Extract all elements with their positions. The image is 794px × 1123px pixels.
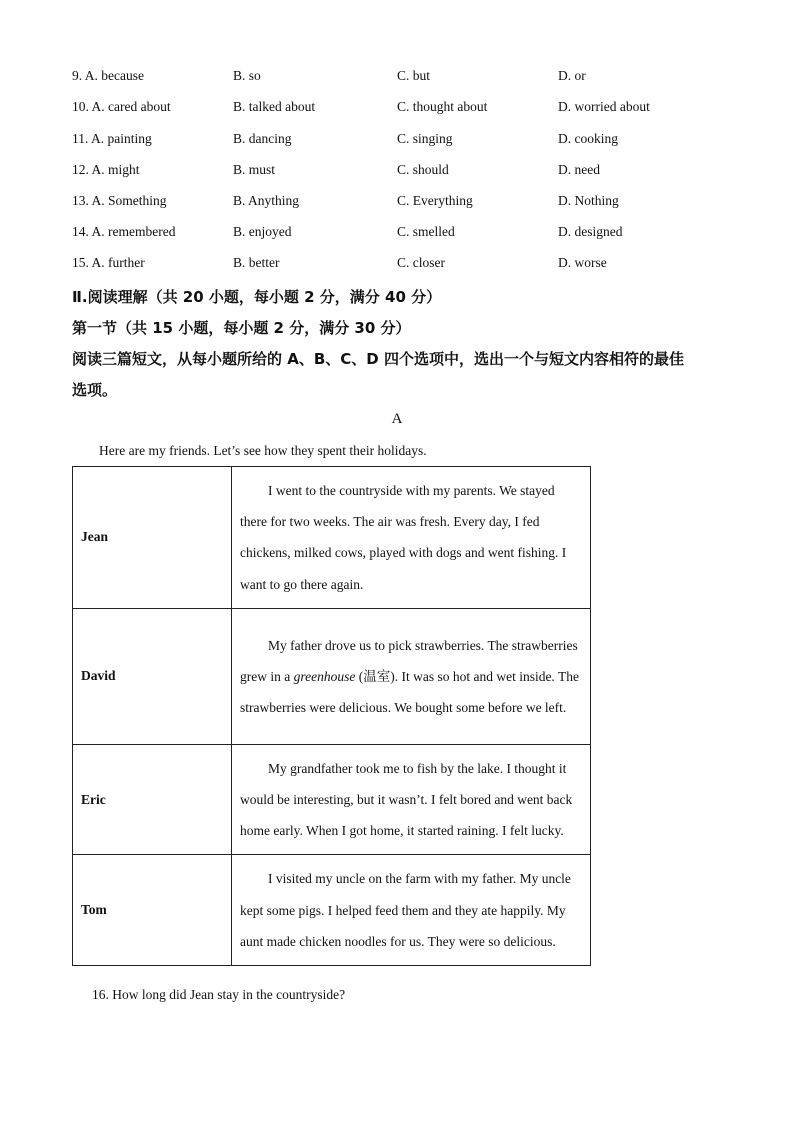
table-row	[73, 744, 591, 855]
friend-text-part: My father drove us to pick strawberries. The strawberries grew in a	[240, 637, 578, 684]
option-a: 9. A. because	[72, 68, 144, 83]
option-a: 13. A. Something	[72, 193, 167, 208]
section-title: Ⅱ.阅读理解（共 20 小题，每小题 2 分，满分 40 分）	[72, 288, 442, 306]
option-c: C. singing	[397, 131, 453, 146]
option-c: C. should	[397, 162, 449, 177]
instruction-line-1: 阅读三篇短文，从每小题所给的 A、B、C、D 四个选项中，选出一个与短文内容相符的最佳	[72, 350, 684, 368]
option-b: B. so	[233, 68, 261, 83]
option-d: D. cooking	[558, 131, 618, 146]
friend-text: I visited my uncle on the farm with my father. My uncle kept some pigs. I helped feed them and they ate happily. My aunt made chicken noodles for us. They were so delicious.	[232, 855, 591, 966]
table-row	[73, 608, 591, 744]
friend-name: Eric	[73, 744, 232, 855]
option-row-10	[0, 99, 794, 119]
option-a: 12. A. might	[72, 162, 140, 177]
option-c: C. Everything	[397, 193, 473, 208]
table-row	[73, 855, 591, 966]
option-b: B. talked about	[233, 99, 316, 114]
option-b: B. dancing	[233, 131, 292, 146]
friend-text: My grandfather took me to fish by the lake. I thought it would be interesting, but it wasn’t. I felt bored and went back home early. When I got home, it started raining. I felt lucky.	[232, 744, 591, 855]
option-row-14	[0, 224, 794, 244]
option-d: D. worse	[558, 255, 607, 270]
option-row-11	[0, 131, 794, 151]
question-16: 16. How long did Jean stay in the countryside?	[92, 987, 346, 1002]
option-c: C. thought about	[397, 99, 488, 114]
friend-name: David	[73, 608, 232, 744]
option-row-15	[0, 255, 794, 275]
option-d: D. need	[558, 162, 600, 177]
passage-label: A	[391, 411, 403, 427]
option-row-13	[0, 193, 794, 213]
option-b: B. must	[233, 162, 276, 177]
option-a: 11. A. painting	[72, 131, 152, 146]
instruction-line-2: 选项。	[72, 381, 118, 399]
option-d: D. or	[558, 68, 586, 83]
friend-name: Tom	[73, 855, 232, 966]
option-b: B. enjoyed	[233, 224, 292, 239]
option-a: 10. A. cared about	[72, 99, 171, 114]
option-c: C. smelled	[397, 224, 455, 239]
friend-text	[232, 608, 591, 744]
option-row-9	[0, 68, 794, 88]
option-row-12	[0, 162, 794, 182]
table-row	[73, 467, 591, 609]
option-d: D. worried about	[558, 99, 650, 114]
option-a: 14. A. remembered	[72, 224, 176, 239]
option-c: C. but	[397, 68, 431, 83]
option-d: D. Nothing	[558, 193, 619, 208]
option-c: C. closer	[397, 255, 445, 270]
option-d: D. designed	[558, 224, 623, 239]
passage-intro: Here are my friends. Let’s see how they spent their holidays.	[99, 443, 427, 458]
friends-table	[72, 466, 591, 966]
friend-text-part: (温室). It was so hot and wet inside. The strawberries were delicious. We bought some before we left.	[240, 668, 579, 715]
part-title: 第一节（共 15 小题，每小题 2 分，满分 30 分）	[72, 319, 411, 337]
friend-text: I went to the countryside with my parents. We stayed there for two weeks. The air was fresh. Every day, I fed chickens, milked cows, played with dogs and went fishing. I want to go there again.	[232, 467, 591, 609]
friend-name: Jean	[73, 467, 232, 609]
option-b: B. better	[233, 255, 280, 270]
option-a: 15. A. further	[72, 255, 145, 270]
friend-text-italic: greenhouse	[293, 668, 356, 684]
option-b: B. Anything	[233, 193, 300, 208]
